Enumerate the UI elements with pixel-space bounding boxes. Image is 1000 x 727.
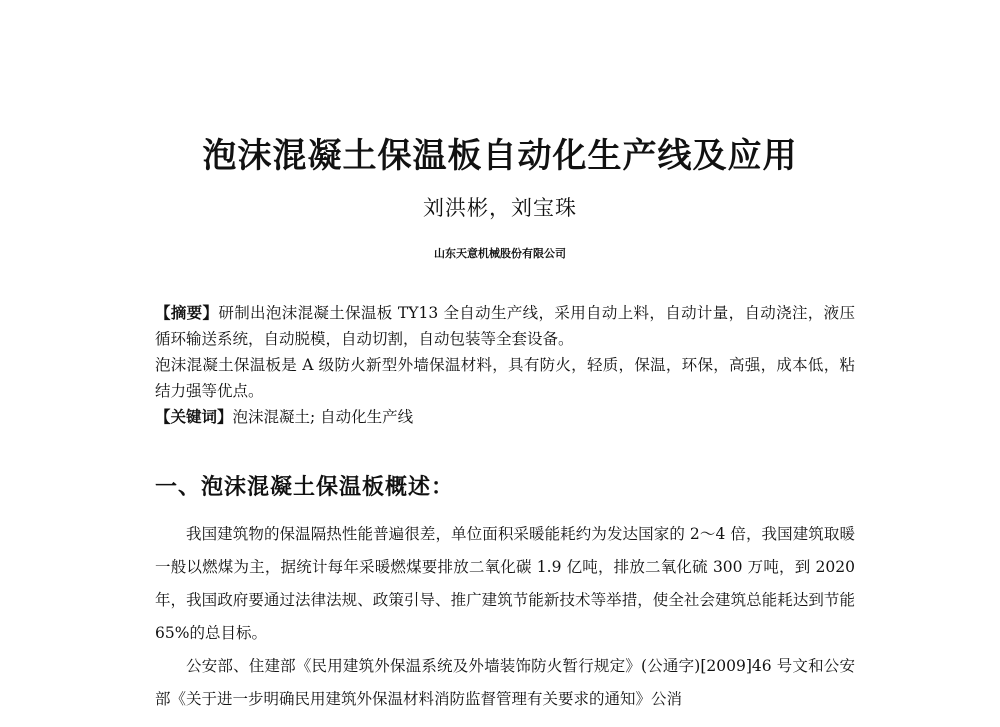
abstract-text-2: 泡沫混凝土保温板是 A 级防火新型外墙保温材料，具有防火，轻质，保温，环保，高强，成本低，粘结力强等优点。 xyxy=(155,356,855,400)
abstract-label: 【摘要】 xyxy=(155,303,219,322)
section-body xyxy=(155,518,855,716)
paper-authors: 刘洪彬，刘宝珠 xyxy=(423,196,577,220)
keywords-paragraph xyxy=(155,404,855,430)
body-paragraph-1: 我国建筑物的保温隔热性能普遍很差，单位面积采暖能耗约为发达国家的 2～4 倍，我国建筑取暖一般以燃煤为主，据统计每年采暖燃煤要排放二氧化碳 1.9 亿吨，排放二氧化硫 300 万吨，到 2020 年，我国政府要通过法律法规、政策引导、推广建筑节能新技术等举措，使全社会建筑总能耗达到节能 65%的总目标。 xyxy=(155,525,855,642)
paper-affiliation: 山东天意机械股份有限公司 xyxy=(434,247,566,260)
keywords-text: 泡沫混凝土; 自动化生产线 xyxy=(232,408,414,426)
abstract-paragraph xyxy=(155,300,855,352)
abstract-text-1: 研制出泡沫混凝土保温板 TY13 全自动生产线，采用自动上料，自动计量，自动浇注，液压循环输送系统，自动脱模，自动切割，自动包装等全套设备。 xyxy=(155,304,855,348)
abstract-block xyxy=(155,300,855,430)
paper-title: 泡沫混凝土保温板自动化生产线及应用 xyxy=(202,136,798,176)
body-paragraph-2: 公安部、住建部《民用建筑外保温系统及外墙装饰防火暂行规定》(公通字)[2009]46 号文和公安部《关于进一步明确民用建筑外保温材料消防监督管理有关要求的通知》公消 xyxy=(155,657,855,708)
keywords-label: 【关键词】 xyxy=(155,407,233,426)
section-heading: 一、泡沫混凝土保温板概述： xyxy=(155,475,455,500)
